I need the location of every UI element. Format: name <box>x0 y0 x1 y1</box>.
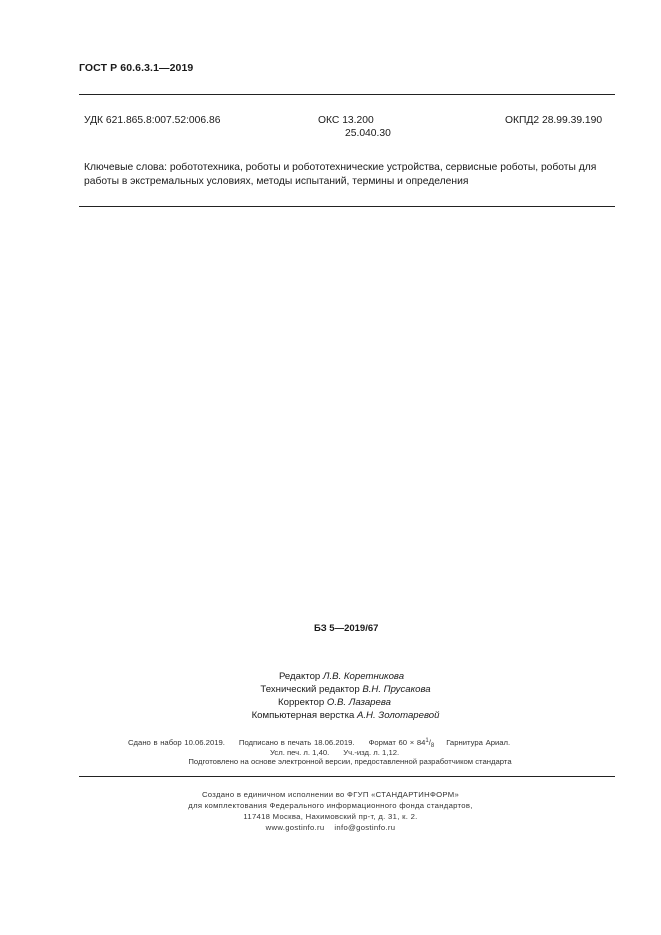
oks-code-secondary: 25.040.30 <box>345 128 391 139</box>
footer-address: 117418 Москва, Нахимовский пр-т, д. 31, к. 2. <box>243 812 418 821</box>
staff-name: В.Н. Прусакова <box>362 684 431 695</box>
staff-role: Технический редактор <box>260 684 360 695</box>
typeface: Гарнитура Ариал. <box>446 738 511 747</box>
website-link[interactable]: www.gostinfo.ru <box>265 823 325 832</box>
publisher-footer <box>0 789 661 833</box>
email-link[interactable]: info@gostinfo.ru <box>334 823 396 832</box>
bz-number: БЗ 5—2019/67 <box>314 623 379 634</box>
staff-role: Компьютерная верстка <box>251 710 355 721</box>
staff-credits <box>0 670 661 722</box>
divider-keywords <box>79 206 615 207</box>
publisher-sheets: Уч.-изд. л. 1,12. <box>343 748 400 757</box>
keywords-text: Ключевые слова: робототехника, роботы и робототехнические устройства, сервисные роботы, роботы для работы в экстремальных условиях, методы испытаний, термины и определения <box>84 162 597 187</box>
staff-name: А.Н. Золотаревой <box>356 710 440 721</box>
prepared-note: Подготовлено на основе электронной версии, предоставленной разработчиком стандарта <box>188 757 512 766</box>
staff-role: Редактор <box>278 671 321 682</box>
udk-code: УДК 621.865.8:007.52:006.86 <box>84 115 221 126</box>
footer-line-1: Создано в единичном исполнении во ФГУП «СТАНДАРТИНФОРМ» <box>201 790 460 799</box>
staff-row-layout <box>0 709 661 722</box>
staff-row-tech-editor <box>0 683 661 696</box>
submitted-date: Сдано в набор 10.06.2019. <box>128 738 225 747</box>
signed-date: Подписано в печать 18.06.2019. <box>238 738 355 747</box>
print-sheets: Усл. печ. л. 1,40. <box>270 748 330 757</box>
staff-row-proofreader <box>0 696 661 709</box>
standard-code: ГОСТ Р 60.6.3.1—2019 <box>79 62 194 74</box>
staff-row-editor <box>0 670 661 683</box>
divider-footer <box>79 776 615 777</box>
staff-role: Корректор <box>278 697 325 708</box>
footer-contacts <box>0 822 661 833</box>
footer-line-2: для комплектования Федерального информационного фонда стандартов, <box>188 801 473 810</box>
oks-code: ОКС 13.200 <box>318 115 374 126</box>
divider-top <box>79 94 615 95</box>
staff-name: Л.В. Коретникова <box>322 671 405 682</box>
staff-name: О.В. Лазарева <box>326 697 391 708</box>
okpd-code: ОКПД2 28.99.39.190 <box>505 115 603 126</box>
paper-format: Формат $60 \times 84^1/_8$ <box>368 738 435 749</box>
